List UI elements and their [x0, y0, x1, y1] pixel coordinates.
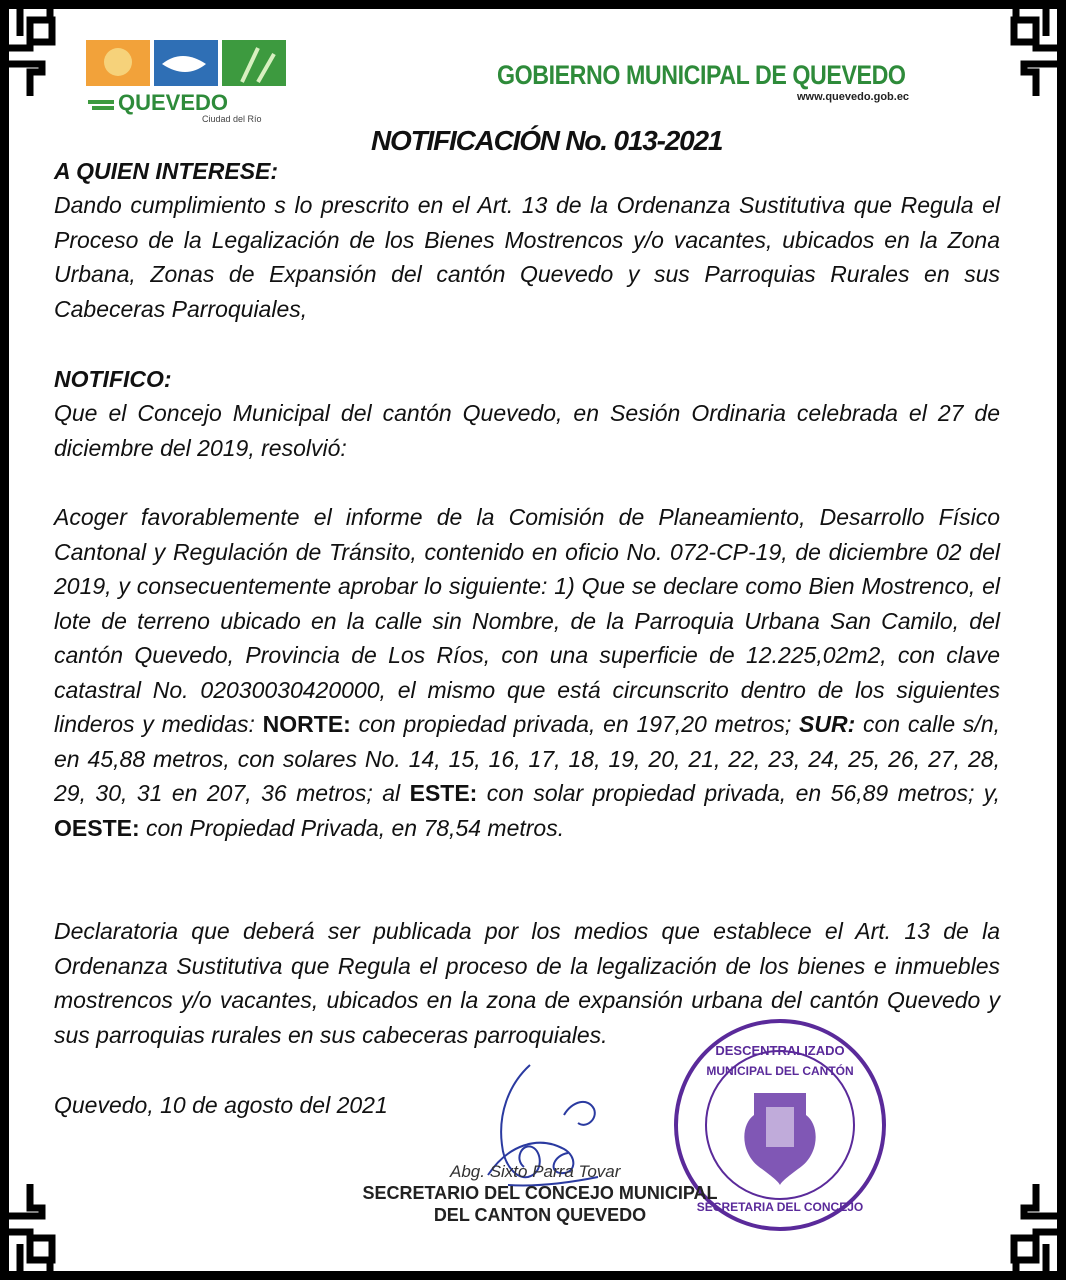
norte-text: con propiedad privada, en 197,20 metros; [350, 711, 800, 737]
signer-role-line1: SECRETARIO DEL CONCEJO MUNICIPAL [362, 1183, 718, 1203]
signature-block [360, 1162, 720, 1226]
declaratoria-paragraph: Declaratoria que deberá ser publicada por los medios que establece el Art. 13 de la Ordenanza Sustitutiva que Regula el proceso de la legalización de los bienes e inmuebles mostrencos y/o vacantes, ubicados en la zona de expansión urbana del cantón Quevedo y sus parroquias rurales en sus cabeceras parroquiales. [54, 918, 1000, 1048]
oeste-text: con Propiedad Privada, en 78,54 metros. [139, 814, 565, 841]
svg-text:MUNICIPAL DEL CANTÓN: MUNICIPAL DEL CANTÓN [706, 1064, 854, 1078]
website-url: www.quevedo.gob.ec [797, 91, 910, 103]
oeste-label: OESTE: [54, 814, 140, 841]
quevedo-logo [82, 36, 292, 128]
sur-text: con calle s/n, en 45,88 metros, con solares No. 14, 15, 16, 17, 18, 19, 20, 21, 22, 23, 24, 25, 26, 27, 28, 29, 30, 31 en 207, 36 metros; al [54, 711, 1000, 806]
este-label: ESTE: [409, 780, 478, 806]
logo-subtext: Ciudad del Río [202, 114, 262, 124]
intro-paragraph: Dando cumplimiento s lo prescrito en el Art. 13 de la Ordenanza Sustitutiva que Regula el Proceso de la Legalización de los Bienes Mostrencos y/o vacantes, ubicados en la Zona Urbana, Zonas de Expansión del cantón Quevedo y sus Parroquias Rurales en sus Cabeceras Parroquiales, [54, 192, 1000, 322]
svg-text:DESCENTRALIZADO: DESCENTRALIZADO [715, 1043, 845, 1058]
place-date: Quevedo, 10 de agosto del 2021 [54, 1092, 388, 1118]
sur-label: SUR: [799, 711, 856, 737]
notification-title: NOTIFICACIÓN No. 013-2021 [371, 125, 723, 156]
signer-name: Abg. Sixto Parra Tovar [450, 1162, 621, 1181]
svg-text:SECRETARIA DEL CONCEJO: SECRETARIA DEL CONCEJO [696, 1200, 864, 1214]
este-text: con solar propiedad privada, en 56,89 metros; y, [477, 780, 1000, 806]
resolution-text: Acoger favorablemente el informe de la Comisión de Planeamiento, Desarrollo Físico Cantonal y Regulación de Tránsito, contenido en oficio No. 072-CP-19, de diciembre 02 del 2019, y consecuentemente aprobar lo siguiente: 1) Que se declare como Bien Mostrenco, el lote de terreno ubicado en la calle sin Nombre, de la Parroquia Urbana San Camilo, del cantón Quevedo, Provincia de Los Ríos, con una superficie de 12.225,02m2, con clave catastral No. 02030030420000, el mismo que está circunscrito dentro de los siguientes linderos y medidas: [54, 504, 1000, 737]
salutation: A QUIEN INTERESE: [54, 158, 279, 184]
notifico-text: Que el Concejo Municipal del cantón Quevedo, en Sesión Ordinaria celebrada el 27 de diciembre del 2019, resolvió: [54, 400, 1000, 461]
government-name: GOBIERNO MUNICIPAL DE QUEVEDO [497, 60, 906, 90]
notifico-heading: NOTIFICO: [54, 366, 172, 392]
logo-text: QUEVEDO [118, 90, 229, 115]
norte-label: NORTE: [262, 711, 351, 737]
resolution-paragraph [54, 500, 1000, 845]
signer-role-line2: DEL CANTON QUEVEDO [433, 1205, 647, 1225]
